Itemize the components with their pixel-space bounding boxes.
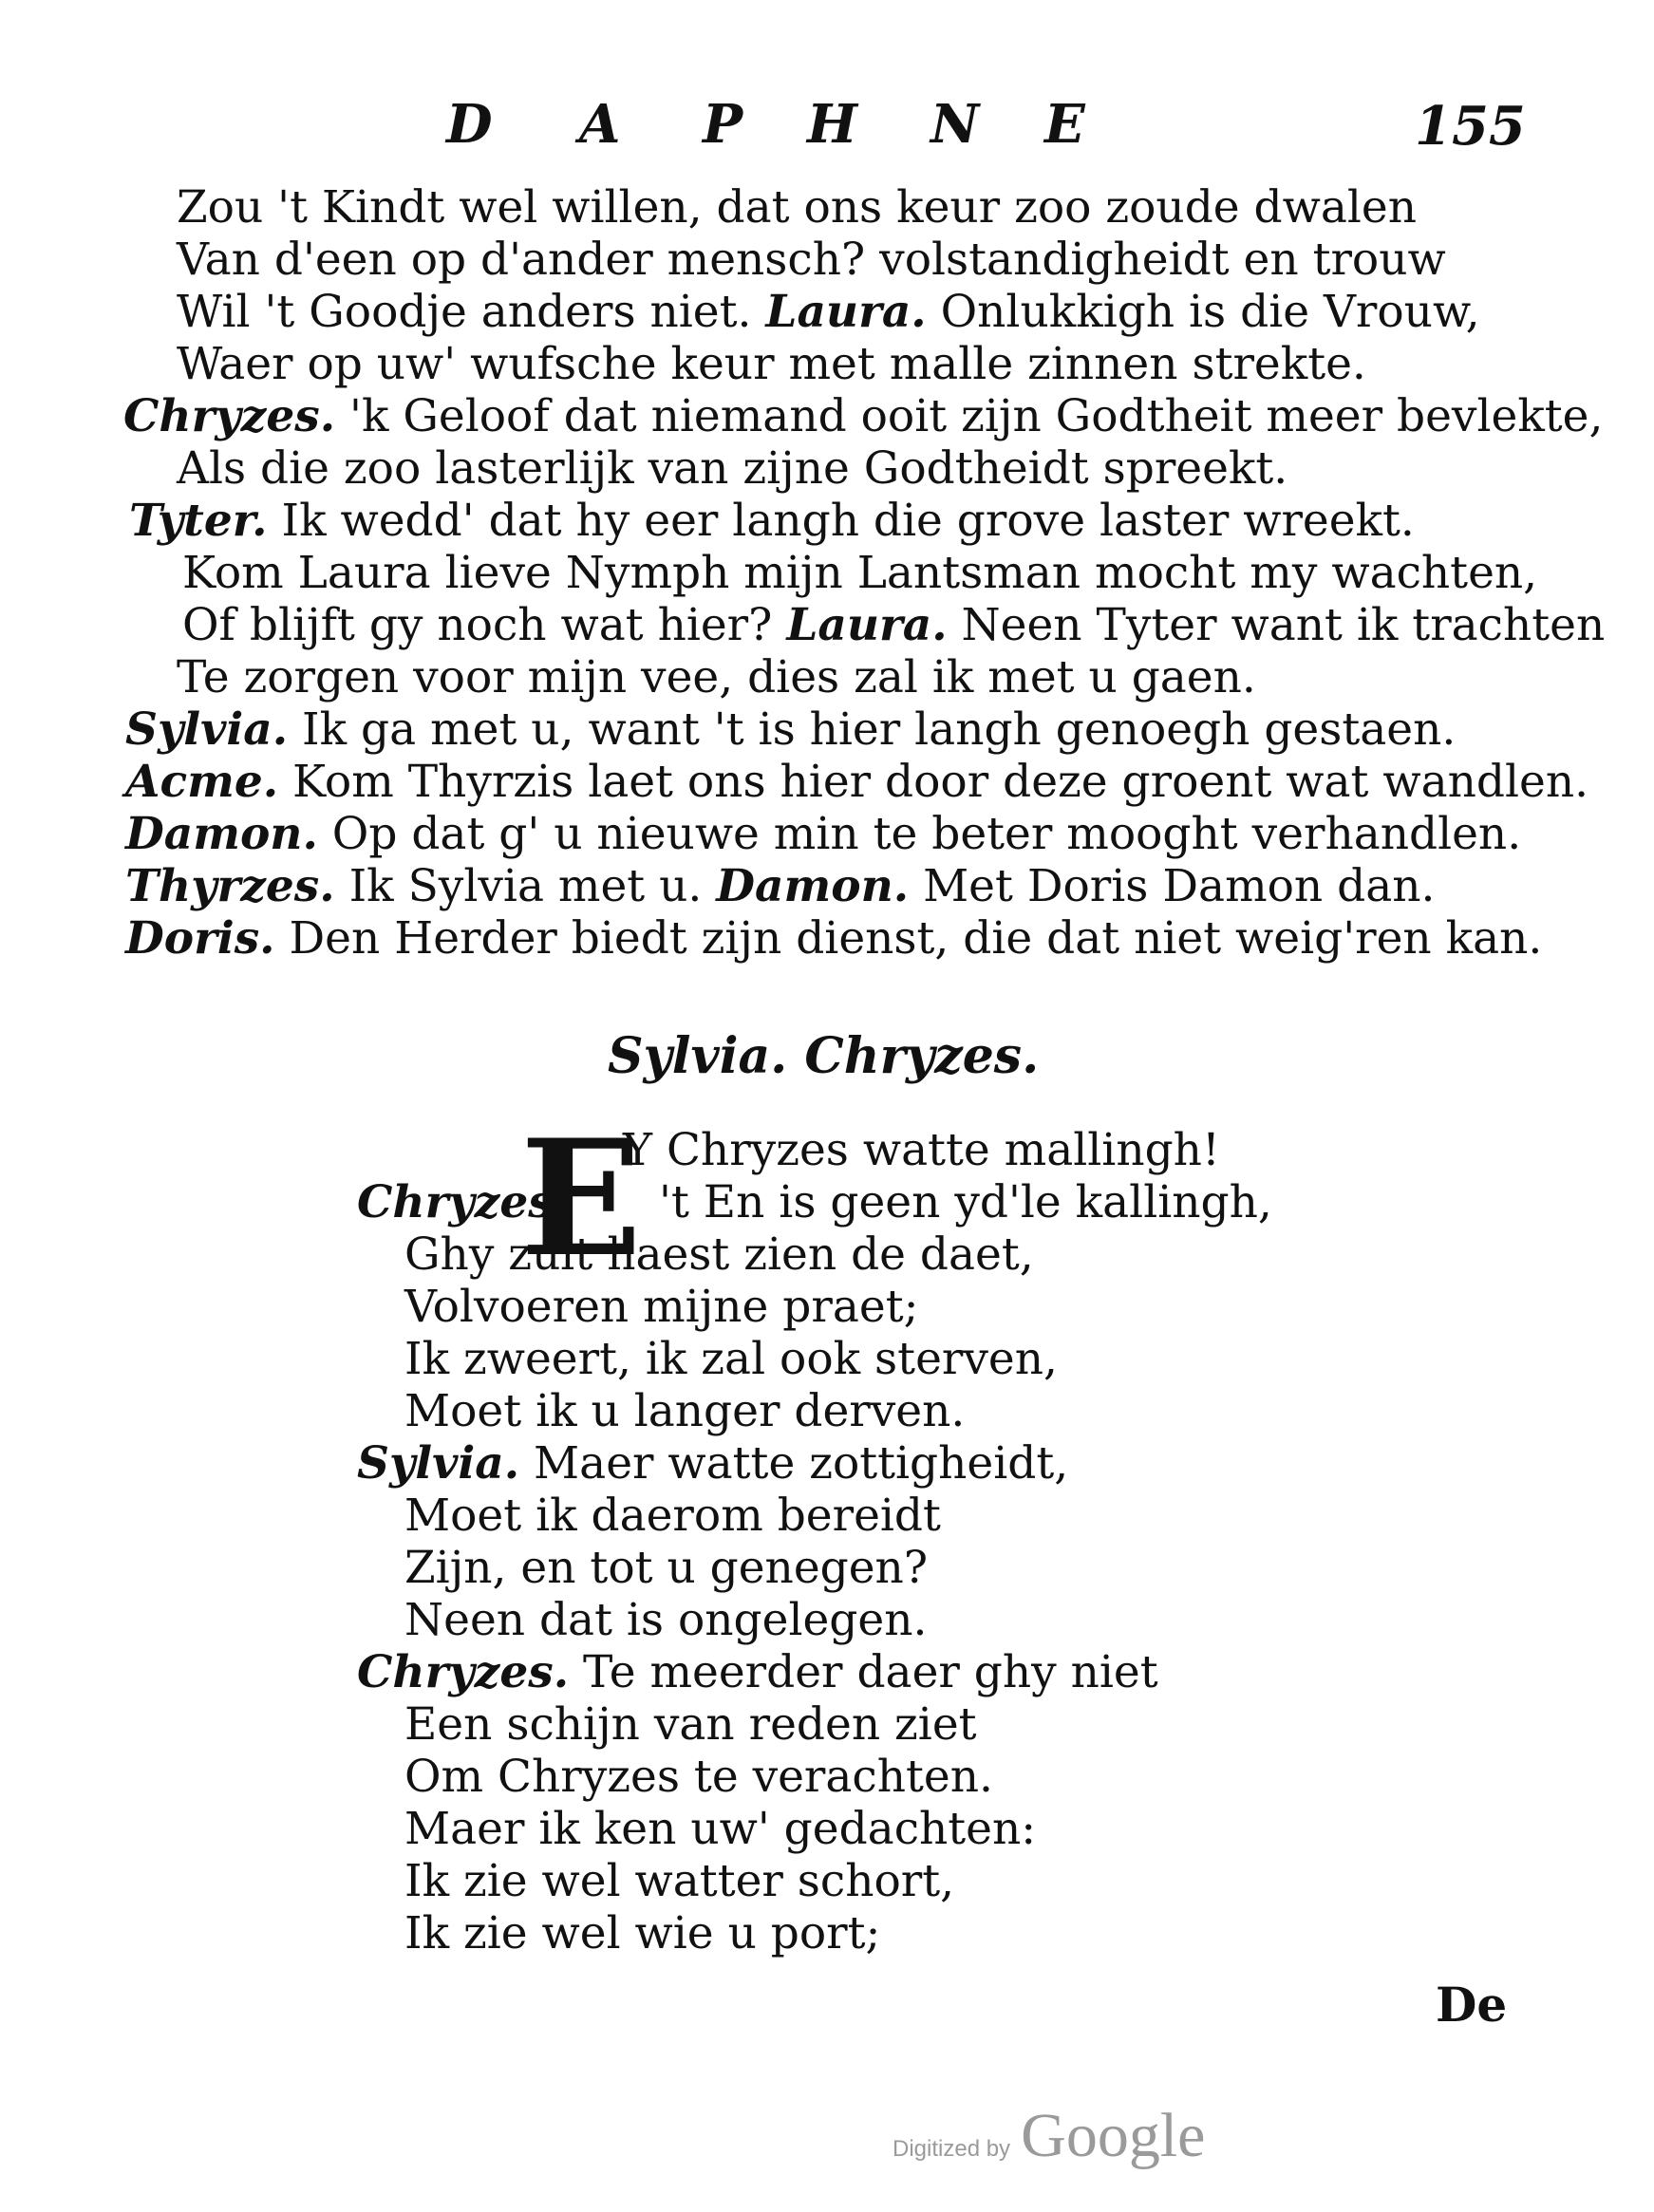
speaker-name: Damon. — [125, 808, 318, 860]
line-text: Neen dat is ongelegen. — [404, 1594, 928, 1646]
song-line — [404, 1855, 955, 1907]
speaker-name: Acme. — [125, 756, 279, 808]
dialogue-line — [177, 651, 1256, 703]
dialogue-line — [182, 599, 1606, 651]
song-line — [404, 1281, 919, 1333]
header-letter: H — [807, 93, 859, 156]
dialogue-line — [125, 912, 1543, 965]
line-text: Ik zie wel wie u port; — [404, 1907, 881, 1959]
dialogue-line — [123, 390, 1604, 442]
line-text: Ghy zult haest zien de daet, — [404, 1228, 1034, 1281]
line-text: Of blijft gy noch wat hier? — [182, 599, 773, 651]
digitized-watermark — [893, 2100, 1205, 2172]
line-text: Te meerder daer ghy niet — [583, 1646, 1158, 1698]
song-line — [404, 1698, 977, 1751]
line-text: Den Herder biedt zijn dienst, die dat niet weig'ren kan. — [289, 912, 1543, 965]
line-text: Onlukkigh is die Vrouw, — [940, 286, 1480, 338]
line-text: Op dat g' u nieuwe min te beter mooght verhandlen. — [331, 808, 1522, 860]
speaker-name: Chryzes. — [123, 390, 336, 442]
header-letter: D — [446, 93, 495, 156]
line-text: Neen Tyter want ik trachten — [961, 599, 1606, 651]
line-text: Als die zoo lasterlijk van zijne Godtheidt spreekt. — [177, 442, 1288, 495]
line-text: Van d'een op d'ander mensch? volstandigheidt en trouw — [177, 234, 1446, 286]
song-line — [404, 1385, 966, 1437]
line-text: Waer op uw' wufsche keur met malle zinnen strekte. — [177, 338, 1366, 390]
scene-heading: Sylvia. Chryzes. — [608, 1027, 1040, 1085]
header-letter: E — [1044, 93, 1087, 156]
song-line — [623, 1124, 1220, 1176]
dialogue-line — [125, 756, 1589, 808]
dialogue-line — [177, 181, 1417, 234]
dialogue-line — [125, 860, 1436, 912]
speaker-name: Doris. — [125, 912, 275, 965]
header-letter: P — [703, 93, 745, 156]
dialogue-line — [182, 547, 1538, 599]
line-text: Kom Thyrzis laet ons hier door deze groent wat wandlen. — [292, 756, 1589, 808]
speaker-name: Damon. — [716, 860, 910, 912]
line-text: Y Chryzes watte mallingh! — [623, 1124, 1220, 1176]
header-letter: A — [579, 93, 623, 156]
dialogue-line — [125, 808, 1522, 860]
song-line — [357, 1646, 1158, 1698]
line-text: Maer ik ken uw' gedachten: — [404, 1803, 1037, 1855]
dialogue-line — [177, 338, 1366, 390]
line-text: 'k Geloof dat niemand ooit zijn Godtheit meer bevlekte, — [349, 390, 1604, 442]
speaker-name: Chryzes. — [357, 1176, 570, 1228]
song-line — [404, 1907, 881, 1959]
line-text: Volvoeren mijne praet; — [404, 1281, 919, 1333]
speaker-name: Laura. — [765, 286, 927, 338]
line-text: Kom Laura lieve Nymph mijn Lantsman mocht my wachten, — [182, 547, 1538, 599]
drop-cap: E — [520, 1104, 643, 1292]
page-number: 155 — [1415, 95, 1526, 158]
song-line — [404, 1333, 1058, 1385]
line-text: Ik Sylvia met u. — [348, 860, 703, 912]
line-text: Maer watte zottigheidt, — [534, 1437, 1069, 1490]
line-text: Om Chryzes te verachten. — [404, 1751, 993, 1803]
speaker-name: Chryzes. — [357, 1646, 570, 1698]
song-line — [404, 1751, 993, 1803]
speaker-name: Sylvia. — [357, 1437, 520, 1490]
line-text: Ik ga met u, want 't is hier langh genoegh gestaen. — [302, 703, 1457, 756]
song-line — [357, 1437, 1069, 1490]
song-line — [404, 1803, 1037, 1855]
line-text: Te zorgen voor mijn vee, dies zal ik met u gaen. — [177, 651, 1256, 703]
line-text: Een schijn van reden ziet — [404, 1698, 977, 1751]
line-text: Moet ik daerom bereidt — [404, 1490, 941, 1542]
song-line — [357, 1176, 1272, 1228]
line-text: Ik zie wel watter schort, — [404, 1855, 955, 1907]
line-text: Ik zweert, ik zal ook sterven, — [404, 1333, 1058, 1385]
line-text: Moet ik u langer derven. — [404, 1385, 966, 1437]
dialogue-line — [177, 234, 1446, 286]
speaker-name: Tyter. — [129, 495, 268, 547]
digitized-by-label: Digitized by — [893, 2136, 1011, 2162]
dialogue-line — [125, 703, 1457, 756]
header-letter: N — [930, 93, 982, 156]
speaker-name: Sylvia. — [125, 703, 289, 756]
line-text: Wil 't Goodje anders niet. — [177, 286, 752, 338]
song-line — [404, 1490, 941, 1542]
line-text: Ik wedd' dat hy eer langh die grove laster wreekt. — [281, 495, 1415, 547]
running-header — [446, 93, 1130, 156]
line-text: Met Doris Damon dan. — [923, 860, 1436, 912]
dialogue-line — [129, 495, 1415, 547]
song-line — [404, 1594, 928, 1646]
speaker-name: Thyrzes. — [125, 860, 335, 912]
line-text: Zijn, en tot u genegen? — [404, 1542, 929, 1594]
line-text: Zou 't Kindt wel willen, dat ons keur zoo zoude dwalen — [177, 181, 1417, 234]
speaker-name: Laura. — [786, 599, 948, 651]
song-line — [404, 1542, 929, 1594]
catchword: De — [1436, 1977, 1508, 2033]
dialogue-line — [177, 442, 1288, 495]
dialogue-line — [177, 286, 1480, 338]
song-line — [404, 1228, 1034, 1281]
google-logo: Google — [1021, 2101, 1206, 2170]
line-text: 't En is geen yd'le kallingh, — [659, 1176, 1272, 1228]
